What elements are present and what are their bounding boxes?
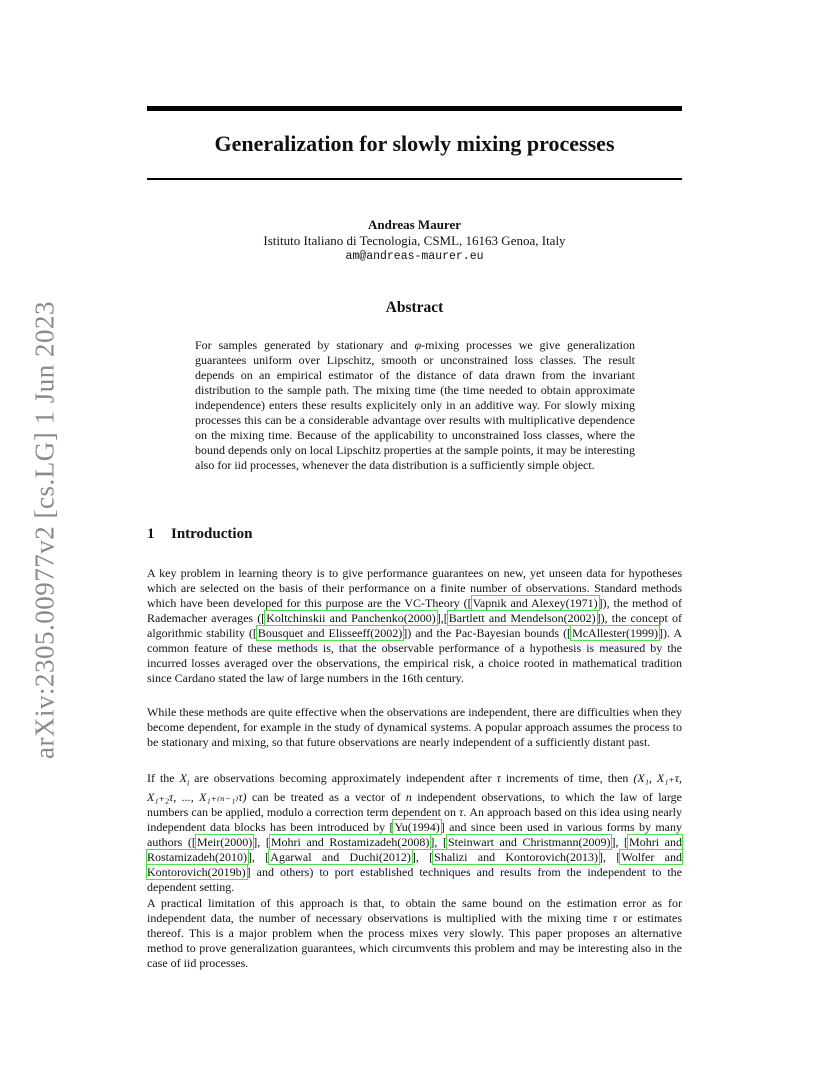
- text: ]), the concept of algorithmic stability ([: [147, 611, 682, 640]
- citation-link[interactable]: Mohri and Rostamizadeh(2008): [270, 835, 430, 850]
- math-n: n: [405, 790, 412, 805]
- author-block: [147, 217, 682, 265]
- abstract-text-part: For samples generated by stationary and: [195, 338, 415, 352]
- math-subscript: i: [186, 778, 190, 788]
- author-name: Andreas Maurer: [367, 217, 462, 232]
- text: ], [: [247, 850, 270, 865]
- author-email[interactable]: am@andreas-maurer.eu: [345, 250, 484, 263]
- text: . An approach based on this idea using nearly independent data blocks has been introduced by [: [147, 805, 682, 835]
- tau-symbol: τ: [612, 911, 618, 925]
- text: ], [: [599, 850, 621, 865]
- tau-symbol: τ: [459, 805, 464, 820]
- title-bottom-rule: [147, 178, 682, 180]
- text: ],[: [436, 611, 448, 625]
- text: increments of time, then: [500, 771, 634, 785]
- text: independent observations, to which the law of large numbers can be applied, modulo a correction term dependent on: [147, 790, 682, 820]
- text: ], [: [611, 835, 629, 850]
- citation-link[interactable]: Mohri and Rostamizadeh(2010): [147, 835, 682, 865]
- citation-link[interactable]: Shalizi and Kontorovich(2013): [434, 850, 599, 865]
- text: ]), the method of Rademacher averages ([: [147, 596, 682, 625]
- paragraph-4: [147, 896, 682, 971]
- citation-link[interactable]: Bousquet and Elisseeff(2002): [257, 626, 403, 640]
- text: If the: [147, 771, 180, 785]
- author-affiliation: Istituto Italiano di Tecnologia, CSML, 16163 Genoa, Italy: [263, 233, 566, 248]
- citation-link[interactable]: Agarwal and Duchi(2012): [270, 850, 411, 865]
- citation-link[interactable]: Wolfer and Kontorovich(2019b): [147, 850, 682, 880]
- citation-link[interactable]: Meir(2000): [196, 835, 253, 850]
- citation-link[interactable]: McAllester(1999): [572, 626, 659, 640]
- citation-link[interactable]: Yu(1994): [394, 820, 440, 835]
- math-x: X: [179, 771, 187, 785]
- paragraph-2: While these methods are quite effective when the observations are independent, there are difficulties when they become dependent, for example in the study of dynamical systems. A popular approach assumes the process to be stationary and mixing, so that future observations are nearly independent of a sufficiently distant past.: [147, 705, 682, 749]
- phi-symbol: φ: [414, 338, 422, 352]
- citation-link[interactable]: Steinwart and Christmann(2009): [447, 835, 611, 850]
- text: can be treated as a vector of: [246, 790, 406, 805]
- citation-link[interactable]: Vapnik and Alexey(1971): [472, 596, 598, 610]
- text: are observations becoming approximately independent after: [189, 771, 497, 785]
- text: ]) and the Pac-Bayesian bounds ([: [403, 626, 572, 640]
- tau-symbol: τ: [496, 771, 501, 785]
- text: ], [: [411, 850, 434, 865]
- citation-link[interactable]: Bartlett and Mendelson(2002): [448, 611, 596, 625]
- text: A key problem in learning theory is to give performance guarantees on new, yet unseen data for hypotheses which are selected on the basis of their performance on a finite number of observations. Standard methods which have been developed for this purpose are the VC-Theory ([: [147, 566, 682, 610]
- text: ]). A common feature of these methods is, that the observable performance of a hypothesis is measured by the incurred losses averaged over the observations, the empirical risk, a choice rooted in mathematical tradition since Cardano stated the law of large numbers in the 16th century.: [147, 626, 683, 685]
- section-title: Introduction: [171, 526, 253, 542]
- arxiv-identifier: arXiv:2305.00977v2 [cs.LG] 1 Jun 2023: [29, 301, 60, 759]
- text: ] and others) to port established techniques and results from the independent to the dependent setting.: [147, 865, 682, 895]
- abstract-text: [195, 338, 635, 473]
- paragraph-1: [147, 566, 682, 686]
- math-tuple: (X₁, X₁₊τ, X₁₊₂τ, ..., X₁₊₍ₙ₋₁₎τ): [147, 771, 682, 805]
- text: ] and since been used in various forms by many authors ([: [147, 820, 682, 850]
- paragraph-3: [147, 771, 682, 895]
- text: A practical limitation of this approach is that, to obtain the same bound on the estimation error as for independent data, the number of necessary observations is multiplied with the mixing time: [147, 896, 682, 925]
- abstract-text-part: -mixing processes we give generalization guarantees uniform over Lipschitz, smooth or unconstrained loss classes. The result depends on an empirical estimator of the distance of data drawn from the invariant distribution to the sample path. The mixing time (the time needed to obtain approximate independence) enters these results explicitely only in an additive way. For slowly mixing processes this can be a considerable advantage over results with multiplicative dependence on the mixing time. Because of the applicability to unconstrained loss classes, where the bound depends only on local Lipschitz properties at the sample points, it may be interesting also for iid processes, whenever the data distribution is a sufficiently simple object.: [195, 338, 635, 472]
- citation-link[interactable]: Koltchinskii and Panchenko(2000): [266, 611, 436, 625]
- title-top-rule: [147, 106, 682, 111]
- abstract-heading: Abstract: [385, 299, 444, 316]
- section-number: 1: [147, 526, 155, 542]
- paper-title: Generalization for slowly mixing processes: [214, 131, 615, 156]
- section-heading: [147, 526, 252, 543]
- text: ], [: [253, 835, 270, 850]
- text: or estimates thereof. This is a major problem when the process mixes very slowly. This paper proposes an alternative method to prove generalization guarantees, which circumvents this problem and may be interesting also in the case of iid processes.: [147, 911, 682, 970]
- text: ], [: [430, 835, 447, 850]
